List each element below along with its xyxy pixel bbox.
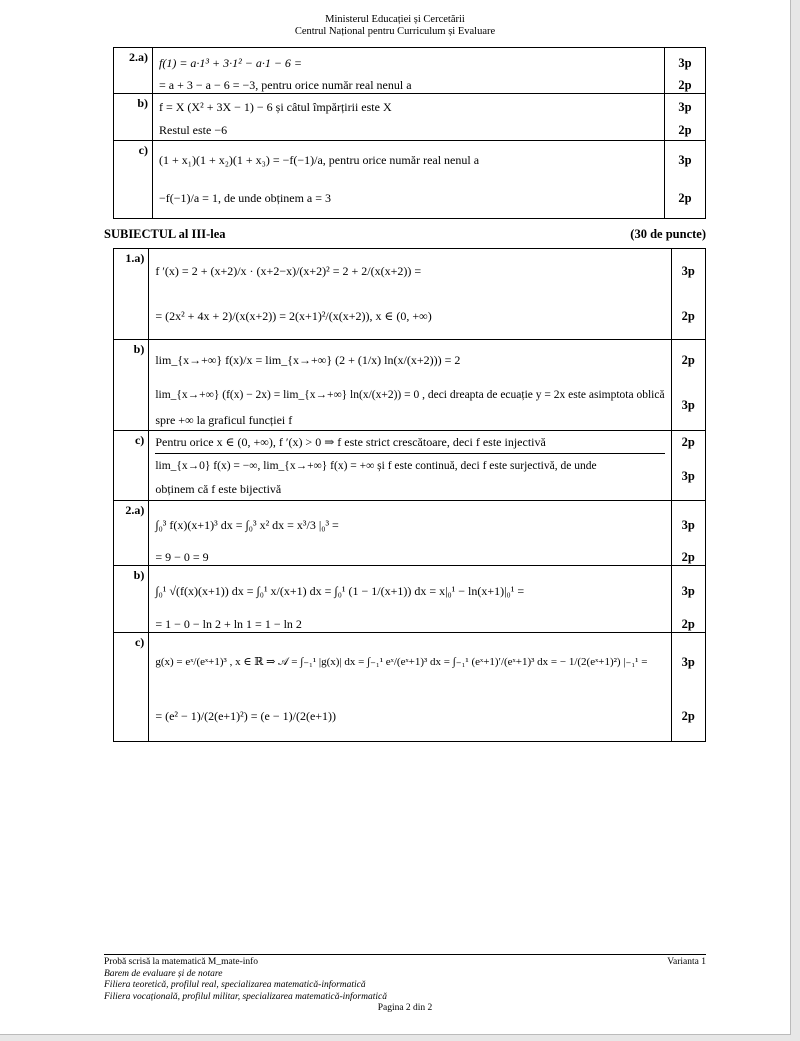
footer-variant: Varianta 1 <box>667 957 706 967</box>
points: 2p <box>681 708 695 723</box>
solution-line: f = X (X² + 3X − 1) − 6 și câtul împărțirii este X <box>159 100 392 114</box>
item-label: b) <box>114 566 149 633</box>
points: 3p <box>681 264 695 278</box>
solution-line: = 9 − 0 = 9 <box>155 549 209 564</box>
solution-line: −f(−1)/a = 1, de unde obținem a = 3 <box>159 191 332 205</box>
points: 3p <box>681 583 695 598</box>
item-label: b) <box>114 340 149 431</box>
item-label: c) <box>114 633 149 742</box>
table-row <box>114 249 706 340</box>
item-label: c) <box>114 431 149 501</box>
table-row <box>114 566 706 633</box>
item-label: b) <box>114 94 153 141</box>
item-label: 1.a) <box>114 249 149 340</box>
solution-line: Restul este −6 <box>159 123 228 137</box>
points: 2p <box>681 309 695 323</box>
footer-barem: Barem de evaluare și de notare <box>104 968 223 979</box>
item-label: c) <box>114 141 153 219</box>
table-row <box>114 633 706 742</box>
solution-line: = (2x² + 4x + 2)/(x(x+2)) = 2(x+1)²/(x(x+2)), x ∈ (0, +∞) <box>155 309 432 323</box>
solution-line: Pentru orice x ∈ (0, +∞), f ′(x) > 0 ⇒ f este strict crescătoare, deci f este injectivă <box>155 434 546 449</box>
table-row <box>114 340 706 431</box>
section-title: SUBIECTUL al III-lea <box>104 227 226 241</box>
solution-line: f ′(x) = 2 + (x+2)/x · (x+2−x)/(x+2)² = 2 + 2/(x(x+2)) = <box>155 264 422 278</box>
points: 2p <box>678 78 692 92</box>
solution-line: obținem că f este bijectivă <box>155 481 282 496</box>
table-row <box>114 48 706 94</box>
points: 3p <box>681 517 695 532</box>
solution-line: spre +∞ la graficul funcției f <box>155 412 293 427</box>
item-label: 2.a) <box>114 48 153 94</box>
solution-line: g(x) = eˣ/(eˣ+1)³ , x ∈ ℝ ⇒ 𝒜 = ∫₋₁¹ |g(x)| dx = ∫₋₁¹ eˣ/(eˣ+1)³ dx = ∫₋₁¹ (eˣ+1)′/(eˣ+1)³ dx = − 1/(2(eˣ+1)²) |₋₁¹ = <box>155 656 648 668</box>
points: 2p <box>681 352 695 367</box>
footer-track-1: Filiera teoretică, profilul real, specializarea matematică-informatică <box>104 980 366 990</box>
points: 3p <box>681 654 695 669</box>
solution-line: ∫₀¹ √(f(x)(x+1)) dx = ∫₀¹ x/(x+1) dx = ∫₀¹ (1 − 1/(x+1)) dx = x|₀¹ − ln(x+1)|₀¹ = <box>155 583 525 598</box>
page-number: Pagina 2 din 2 <box>377 1003 433 1013</box>
points: 2p <box>681 616 695 631</box>
table-row <box>114 501 706 566</box>
solution-line: lim_{x→0} f(x) = −∞, lim_{x→+∞} f(x) = +∞ și f este continuă, deci f este surjectivă, de unde <box>155 453 664 478</box>
solution-line: = (e² − 1)/(2(e+1)²) = (e − 1)/(2(e+1)) <box>155 708 337 723</box>
points: 2p <box>681 549 695 564</box>
table-row <box>114 141 706 219</box>
points: 2p <box>678 123 692 137</box>
solution-line: f(1) = a·1³ + 3·1² − a·1 − 6 = <box>159 55 303 70</box>
points: 2p <box>681 434 695 449</box>
footer-exam: Probă scrisă la matematică M_mate-info <box>104 957 259 967</box>
solution-line: (1 + x₁)(1 + x₂)(1 + x₃) = −f(−1)/a, pentru orice număr real nenul a <box>159 152 480 167</box>
points: 3p <box>678 55 692 70</box>
header-ministry: Ministerul Educației și Cercetării <box>325 14 465 25</box>
section-points: (30 de puncte) <box>630 227 706 241</box>
table-row <box>114 94 706 141</box>
points: 3p <box>681 469 695 483</box>
page-footer <box>104 954 706 1015</box>
points: 3p <box>678 152 692 167</box>
solution-line: ∫₀³ f(x)(x+1)³ dx = ∫₀³ x² dx = x³/3 |₀³ = <box>155 517 339 532</box>
barem-table-section3 <box>113 248 706 742</box>
solution-line: = 1 − 0 − ln 2 + ln 1 = 1 − ln 2 <box>155 616 302 631</box>
solution-line: lim_{x→+∞} f(x)/x = lim_{x→+∞} (2 + (1/x) ln(x/(x+2))) = 2 <box>155 352 461 367</box>
footer-track-2: Filiera vocațională, profilul militar, specializarea matematică-informatică <box>104 991 387 1002</box>
points: 3p <box>681 397 695 412</box>
item-label: 2.a) <box>114 501 149 566</box>
page-header <box>0 14 790 38</box>
solution-line: lim_{x→+∞} (f(x) − 2x) = lim_{x→+∞} ln(x/(x+2)) = 0 , deci dreapta de ecuație y = 2x este asimptota oblică <box>155 389 665 401</box>
points: 2p <box>678 191 692 205</box>
barem-table-top <box>113 47 706 219</box>
section-heading <box>104 227 706 242</box>
solution-line: = a + 3 − a − 6 = −3, pentru orice număr real nenul a <box>159 78 412 92</box>
points: 3p <box>678 100 692 114</box>
table-row <box>114 431 706 501</box>
header-center: Centrul Național pentru Curriculum și Evaluare <box>294 26 496 37</box>
